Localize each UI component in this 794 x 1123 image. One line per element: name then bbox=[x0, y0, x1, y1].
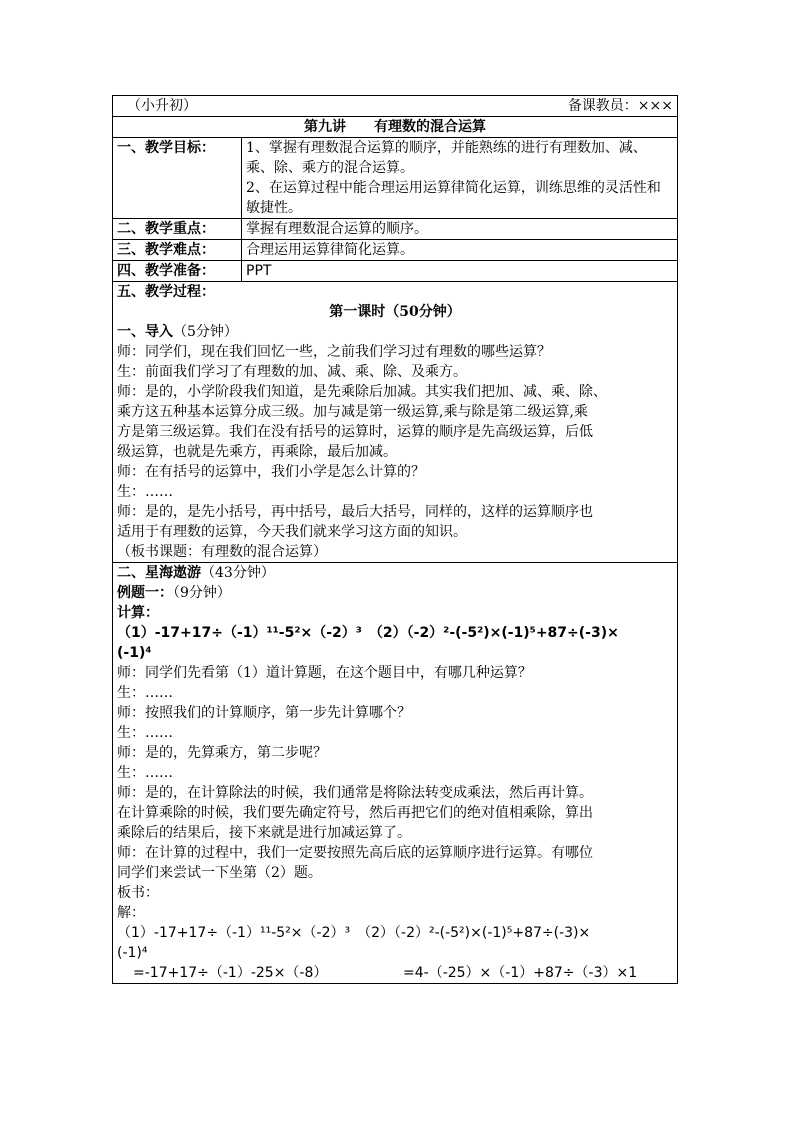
intro-line: 师：是的，是先小括号，再中括号，最后大括号，同样的，这样的运算顺序也 bbox=[117, 504, 593, 520]
intro-line: 生：…… bbox=[117, 484, 173, 500]
lesson-title: 第九讲 有理数的混合运算 bbox=[113, 117, 678, 138]
difficulty-row bbox=[113, 240, 678, 261]
dialog-line: 乘除后的结果后，接下来就是进行加减运算了。 bbox=[117, 825, 411, 841]
intro-line: 生：前面我们学习了有理数的加、减、乘、除、及乘方。 bbox=[117, 364, 467, 380]
dialog-line: 师：在计算的过程中，我们一定要按照先高后底的运算顺序进行运算。有哪位 bbox=[117, 845, 593, 861]
intro-line: （板书课题：有理数的混合运算） bbox=[117, 544, 327, 560]
key-label: 二、教学重点： bbox=[113, 219, 242, 240]
lesson-plan-sheet bbox=[112, 95, 677, 984]
dialog-line: 同学们来尝试一下坐第（2）题。 bbox=[117, 865, 322, 881]
section2-time: （43分钟） bbox=[201, 565, 275, 581]
solution-step-1: =-17+17÷（-1）-25×（-8） bbox=[133, 965, 328, 981]
prep-row bbox=[113, 261, 678, 282]
intro-line: 师：同学们，现在我们回忆一些，之前我们学习过有理数的哪些运算？ bbox=[117, 344, 551, 360]
process-label: 五、教学过程： bbox=[117, 284, 215, 300]
difficulty-text: 合理运用运算律简化运算。 bbox=[242, 240, 678, 261]
solution-step-2: =4-（-25）×（-1）+87÷（-3）×1 bbox=[403, 965, 638, 981]
goal-label: 一、教学目标： bbox=[113, 138, 242, 219]
dialog-line: 师：是的，先算乘方，第二步呢？ bbox=[117, 745, 327, 761]
board-label: 板书： bbox=[117, 885, 159, 901]
level-label: （小升初） bbox=[127, 98, 197, 114]
dialog-line: 生：…… bbox=[117, 765, 173, 781]
problem-expression: （1）-17+17÷（-1）¹¹-5²×（-2）³ （2）（-2）²-(-5²)×(-1)⁵+87÷(-3)× bbox=[117, 625, 619, 641]
solution-expression: （1）-17+17÷（-1）¹¹-5²×（-2）³ （2）（-2）²-(-5²)×(-1)⁵+87÷(-3)× bbox=[117, 925, 591, 941]
goal-content bbox=[242, 138, 678, 219]
title-row bbox=[113, 117, 678, 138]
goal-row bbox=[113, 138, 678, 219]
header-row bbox=[113, 96, 678, 117]
lesson-plan-table bbox=[112, 95, 678, 984]
solution-label: 解： bbox=[117, 905, 145, 921]
section2-row bbox=[113, 563, 678, 984]
process-content bbox=[113, 282, 678, 563]
lesson-period bbox=[117, 302, 673, 322]
calc-label: 计算： bbox=[117, 605, 159, 621]
goal-item-1: 1、掌握有理数混合运算的顺序，并能熟练的进行有理数加、减、乘、除、乘方的混合运算。 bbox=[246, 140, 647, 176]
intro-line: 适用于有理数的运算，今天我们就来学习这方面的知识。 bbox=[117, 524, 467, 540]
intro-heading bbox=[117, 322, 673, 342]
dialog-line: 生：…… bbox=[117, 725, 173, 741]
solution-step bbox=[117, 963, 673, 983]
prep-label: 四、教学准备： bbox=[113, 261, 242, 282]
dialog-line: 在计算乘除的时候，我们要先确定符号，然后再把它们的绝对值相乘除，算出 bbox=[117, 805, 593, 821]
intro-line: 师：是的，小学阶段我们知道，是先乘除后加减。其实我们把加、减、乘、除、 bbox=[117, 384, 607, 400]
example-heading bbox=[117, 583, 673, 603]
example-time: （9分钟） bbox=[173, 585, 231, 601]
goal-item-2: 2、在运算过程中能合理运用运算律简化运算，训练思维的灵活性和敏捷性。 bbox=[246, 180, 661, 216]
problem-expression-cont: (-1)⁴ bbox=[117, 645, 152, 661]
key-row bbox=[113, 219, 678, 240]
intro-line: 师：在有括号的运算中，我们小学是怎么计算的？ bbox=[117, 464, 425, 480]
process-row bbox=[113, 282, 678, 563]
key-text: 掌握有理数混合运算的顺序。 bbox=[242, 219, 678, 240]
dialog-line: 生：…… bbox=[117, 685, 173, 701]
dialog-line: 师：同学们先看第（1）道计算题，在这个题目中，有哪几种运算？ bbox=[117, 665, 532, 681]
intro-line: 级运算，也就是先乘方，再乘除，最后加减。 bbox=[117, 444, 397, 460]
section2-heading bbox=[117, 563, 673, 583]
example-label: 例题一： bbox=[117, 585, 173, 601]
teacher-label: 备课教员：××× bbox=[567, 98, 674, 114]
intro-title: 一、导入 bbox=[117, 324, 173, 340]
intro-line: 方是第三级运算。我们在没有括号的运算时，运算的顺序是先高级运算，后低 bbox=[117, 424, 593, 440]
dialog-line: 师：是的，在计算除法的时候，我们通常是将除法转变成乘法，然后再计算。 bbox=[117, 785, 593, 801]
section2-title: 二、星海遨游 bbox=[117, 565, 201, 581]
dialog-line: 师：按照我们的计算顺序，第一步先计算哪个？ bbox=[117, 705, 411, 721]
difficulty-label: 三、教学难点： bbox=[113, 240, 242, 261]
intro-time: （5分钟） bbox=[173, 324, 238, 340]
solution-expression-cont: (-1)⁴ bbox=[117, 945, 148, 961]
section2-content bbox=[113, 563, 678, 984]
intro-line: 乘方这五种基本运算分成三级。加与减是第一级运算,乘与除是第二级运算,乘 bbox=[117, 404, 588, 420]
prep-text: PPT bbox=[242, 261, 678, 282]
lesson-period-text: 第一课时（50分钟） bbox=[329, 304, 461, 320]
